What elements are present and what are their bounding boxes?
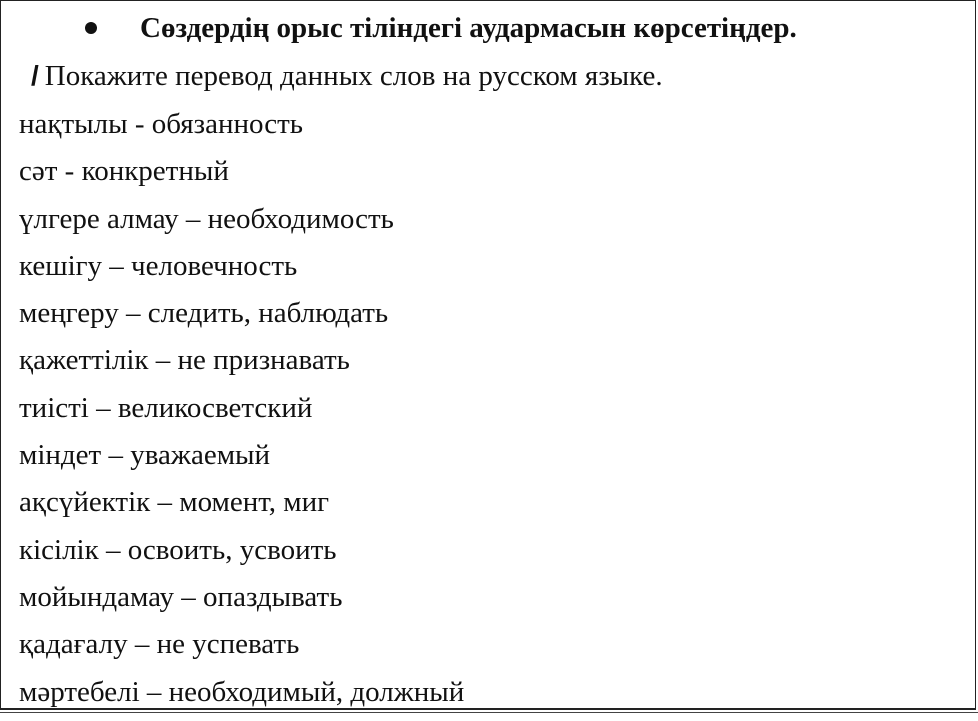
task-heading [81,7,797,49]
word-pair: міндет – уважаемый [19,439,271,472]
word-pair: кешігу – человечность [19,249,298,282]
word-pair: меңгеру – следить, наблюдать [19,297,389,330]
task-subtitle [31,56,663,96]
word-pair: кісілік – освоить, усвоить [19,533,337,566]
word-pair: сәт - конкретный [19,155,229,188]
word-pair-list [19,101,959,716]
subtitle-slash: / [31,60,39,91]
word-pair: тиісті – великосветский [19,391,313,424]
bullet-icon [85,22,97,34]
subtitle-text: Покажите перевод данных слов на русском языке. [44,59,663,92]
word-pair: қадағалу – не успевать [19,628,300,661]
word-pair: нақтылы - обязанность [19,108,303,140]
heading-text: Сөздердің орыс тіліндегі аудармасын көрсетіңдер. [140,11,797,44]
word-pair: үлгере алмау – необходимость [19,202,394,235]
word-pair: мойындамау – опаздывать [19,580,343,613]
word-pair: қажеттілік – не признавать [19,344,350,377]
word-pair: мәртебелі – необходимый, должный [19,675,465,708]
word-pair: ақсүйектік – момент, миг [19,486,330,519]
